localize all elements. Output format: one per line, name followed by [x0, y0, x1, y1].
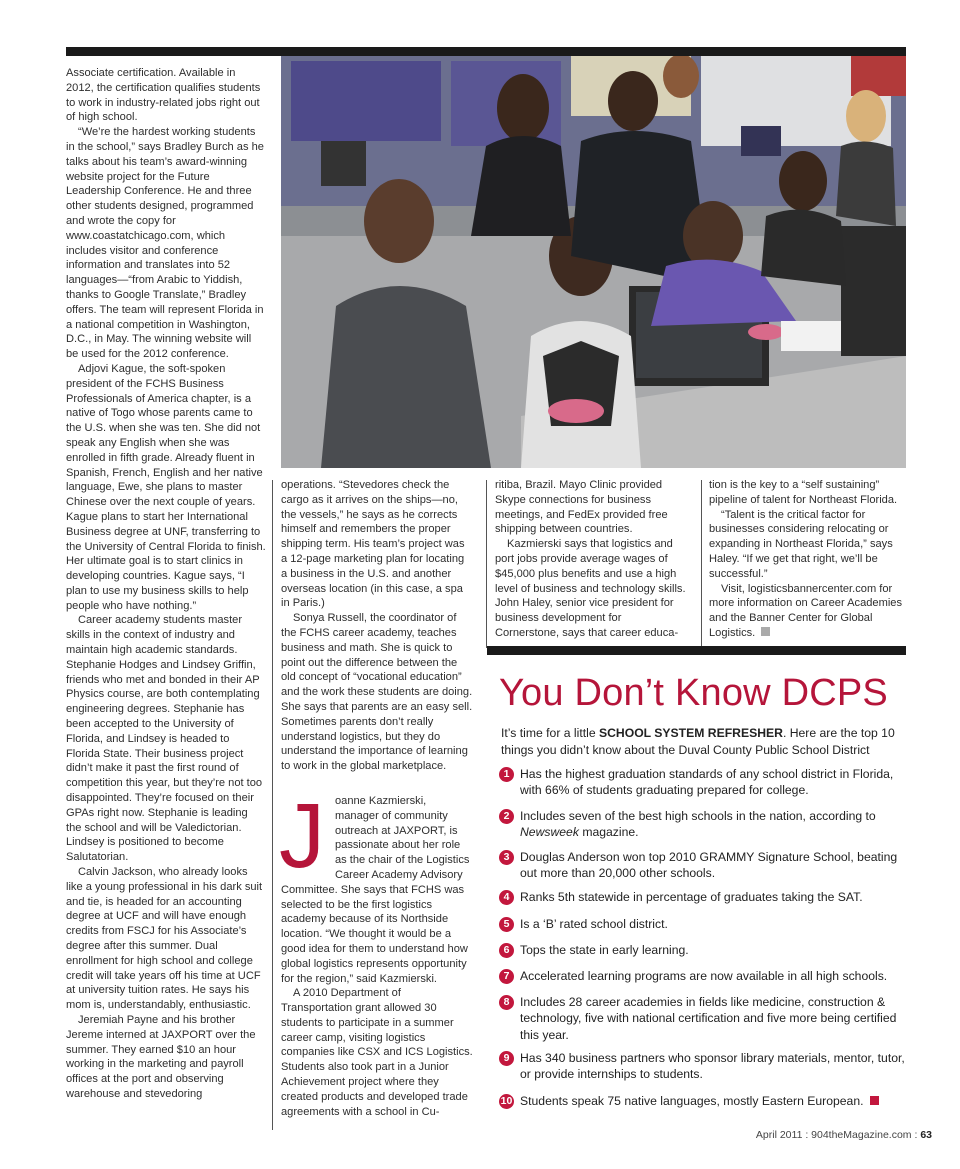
- list-item-text: Tops the state in early learning.: [520, 943, 689, 957]
- paragraph: Associate certification. Available in 2012, the certification qualifies students to work in industry-related jobs right out of high school.: [66, 67, 261, 124]
- list-item: [499, 1050, 909, 1083]
- number-badge: 8: [499, 995, 514, 1010]
- number-badge: 4: [499, 890, 514, 905]
- classroom-students-photo: [281, 56, 906, 468]
- paragraph: Kazmierski says that logistics and port jobs provide average wages of $45,000 plus benefits and use a high level of business and technology skills. John Haley, senior vice president for business development for Cornerstone, says that career educa-: [495, 538, 686, 639]
- page-footer: [756, 1129, 932, 1141]
- dropcap-lead-text: oanne Kazmierski, manager of community outreach at JAXPORT, is passionate about her role as the chair of the Logistics Career Academy Advisory Committee. She says that FCHS was selected to be the first logistics academy because of its Northside location. “We thought it would be a good idea for them to understand how global logistics represents opportunity for the region,” said Kazmierski.: [281, 794, 470, 985]
- intro-text: It’s time for a little: [501, 726, 599, 740]
- sidebar-intro: [501, 725, 901, 758]
- list-item-text: [520, 808, 909, 841]
- closing-text: Visit, logisticsbannercenter.com for more information on Career Academies and the Banner Center for Global Logistics.: [709, 582, 902, 639]
- list-item: [499, 942, 909, 958]
- sidebar-top-bar: [487, 646, 906, 655]
- list-item: [499, 968, 909, 984]
- list-item-text: Includes 28 career academies in fields like medicine, construction & technology, five with national certification and five more being certified this year.: [520, 995, 897, 1042]
- paragraph: Adjovi Kague, the soft-spoken president of the FCHS Business Professionals of America chapter, is a native of Togo whose parents came to the U.S. when she was ten. She did not speak any English when she was enrolled in fifth grade. Already fluent in Spanish, French, English and her native language, Ewe, she plans to master Chinese over the next couple of years. Kague plans to start her International Business degree at UNF, transferring to the University of Central Florida to finish. Her ultimate goal is to start clinics in developing countries. Kague says, “I plan to use my business skills to help people who have nothing.”: [66, 362, 266, 612]
- paragraph: “Talent is the critical factor for businesses considering relocating or expanding in Northeast Florida,” says Haley. “If we get that right, we’ll be successful.”: [709, 508, 893, 580]
- number-badge: 7: [499, 969, 514, 984]
- list-item-text: Is a ‘B’ rated school district.: [520, 917, 668, 931]
- list-item: [499, 808, 909, 841]
- list-item: [499, 889, 909, 905]
- article-column-2: [281, 478, 473, 1119]
- dropcap-paragraph: [279, 784, 473, 986]
- list-item-text-part: magazine.: [578, 825, 639, 840]
- list-item: [499, 849, 909, 882]
- list-item: [499, 766, 909, 799]
- column-divider: [701, 480, 702, 648]
- footer-text: April 2011 : 904theMagazine.com :: [755, 1129, 921, 1141]
- top-rule-bar: [66, 47, 906, 56]
- end-mark-icon: [761, 627, 770, 636]
- list-item-text: [520, 1093, 909, 1109]
- list-item: [499, 1093, 909, 1109]
- list-item-text: Douglas Anderson won top 2010 GRAMMY Signature School, beating out more than 20,000 other schools.: [520, 850, 898, 881]
- intro-text-end: . Here are the top 10 things you didn’t know about the Duval County Public School District: [501, 726, 895, 757]
- number-badge: 9: [499, 1051, 514, 1066]
- paragraph: Jeremiah Payne and his brother Jereme interned at JAXPORT over the summer. They earned $10 an hour working in the marketing and payroll offices at the port and observing warehouse and stevedoring: [66, 1014, 256, 1100]
- paragraph: ritiba, Brazil. Mayo Clinic provided Skype connections for business meetings, and FedEx provided free shipping between countries.: [495, 479, 668, 536]
- magazine-name: Newsweek: [520, 825, 579, 840]
- number-badge: 2: [499, 809, 514, 824]
- column-divider: [272, 480, 273, 1130]
- paragraph: Sonya Russell, the coordinator of the FCHS career academy, teaches business and math. She is quick to point out the difference between the old concept of “vocational education” and the work these students are doing. She says that parents are an easy sell. Sometimes parents don’t really understand logistics, but they do understand the importance of learning to work in the global marketplace.: [281, 612, 473, 773]
- article-column-4: [709, 478, 906, 641]
- paragraph: Career academy students master skills in the context of industry and maintain high academic standards. Stephanie Hodges and Lindsey Griffin, friends who met and bonded in their AP Physics course, are both contemplating engineering degrees. Stephanie has been accepted to the University of Florida, and Lindsey is headed to Florida State. Their business project didn’t make it past the first round of competition this year, but they’re not too disappointed. They’re focused on their GPAs right now. Stephanie is leading the school and will be Valedictorian. Lindsey is positioned to become Salutatorian.: [66, 614, 263, 864]
- list-item: [499, 994, 909, 1043]
- paragraph: Calvin Jackson, who already looks like a young professional in his dark suit and tie, is headed for an accounting degree at UCF and will have enough credits from FSCJ for his Associate’s degree after this summer. Dual enrollment for high school and college credit will take years off his time at UCF at university tuition rates. He says his mom is, understandably, enthusiastic.: [66, 866, 263, 1012]
- sidebar-title: You Don’t Know DCPS: [499, 672, 888, 714]
- number-badge: 10: [500, 1095, 513, 1107]
- paragraph: operations. “Stevedores check the cargo as it arrives on the ships—no, the vessels,” he says as he corrects himself and remembers the proper shipping term. His team’s project was a 12-page marketing plan for locating a business in the U.S. and another overseas location (in this case, a spa in Paris.): [281, 479, 465, 610]
- number-badge: 1: [499, 767, 514, 782]
- number-badge: 6: [499, 943, 514, 958]
- paragraph: A 2010 Department of Transportation grant allowed 30 students to participate in a summer career camp, visiting logistics companies like CSX and ICS Logistics. Students also took part in a Junior Achievement project where they created products and developed trade agreements with a school in Cu-: [281, 987, 473, 1118]
- paragraph: tion is the key to a “self sustaining” pipeline of talent for Northeast Florida.: [709, 479, 898, 506]
- column-divider: [486, 480, 487, 648]
- list-item-text-part: Students speak 75 native languages, mostly Eastern European.: [520, 1094, 864, 1108]
- list-item-text-part: Includes seven of the best high schools in the nation, according to: [520, 809, 876, 823]
- end-mark-icon: [870, 1096, 879, 1105]
- list-item-text: Has the highest graduation standards of any school district in Florida, with 66% of students graduating prepared for college.: [520, 767, 894, 798]
- number-badge: 5: [499, 917, 514, 932]
- number-badge: 3: [499, 850, 514, 865]
- paragraph: [709, 582, 906, 641]
- intro-bold: SCHOOL SYSTEM REFRESHER: [598, 726, 783, 740]
- paragraph: “We’re the hardest working students in the school,” says Bradley Burch as he talks about his team’s award-winning website project for the Future Leadership Conference. He and three other students designed, programmed and wrote the copy for www.coastatchicago.com, which includes visitor and conference information and translates into 52 languages—“from Arabic to Yiddish, thanks to Google Translate,” Bradley offers. The team will represent Florida in a national competition in Washington, D.C., in May. The winning website will be used for the 2012 conference.: [66, 126, 264, 361]
- list-item-text: Has 340 business partners who sponsor library materials, mentor, tutor, or provide internships to students.: [520, 1051, 905, 1082]
- list-item-text: Ranks 5th statewide in percentage of graduates taking the SAT.: [520, 890, 863, 904]
- list-item: [499, 916, 909, 932]
- drop-cap: J: [279, 784, 325, 887]
- list-item-text: Accelerated learning programs are now available in all high schools.: [520, 969, 888, 983]
- article-column-1: [66, 66, 266, 1102]
- page-number: 63: [920, 1129, 932, 1141]
- article-column-3: [495, 478, 687, 641]
